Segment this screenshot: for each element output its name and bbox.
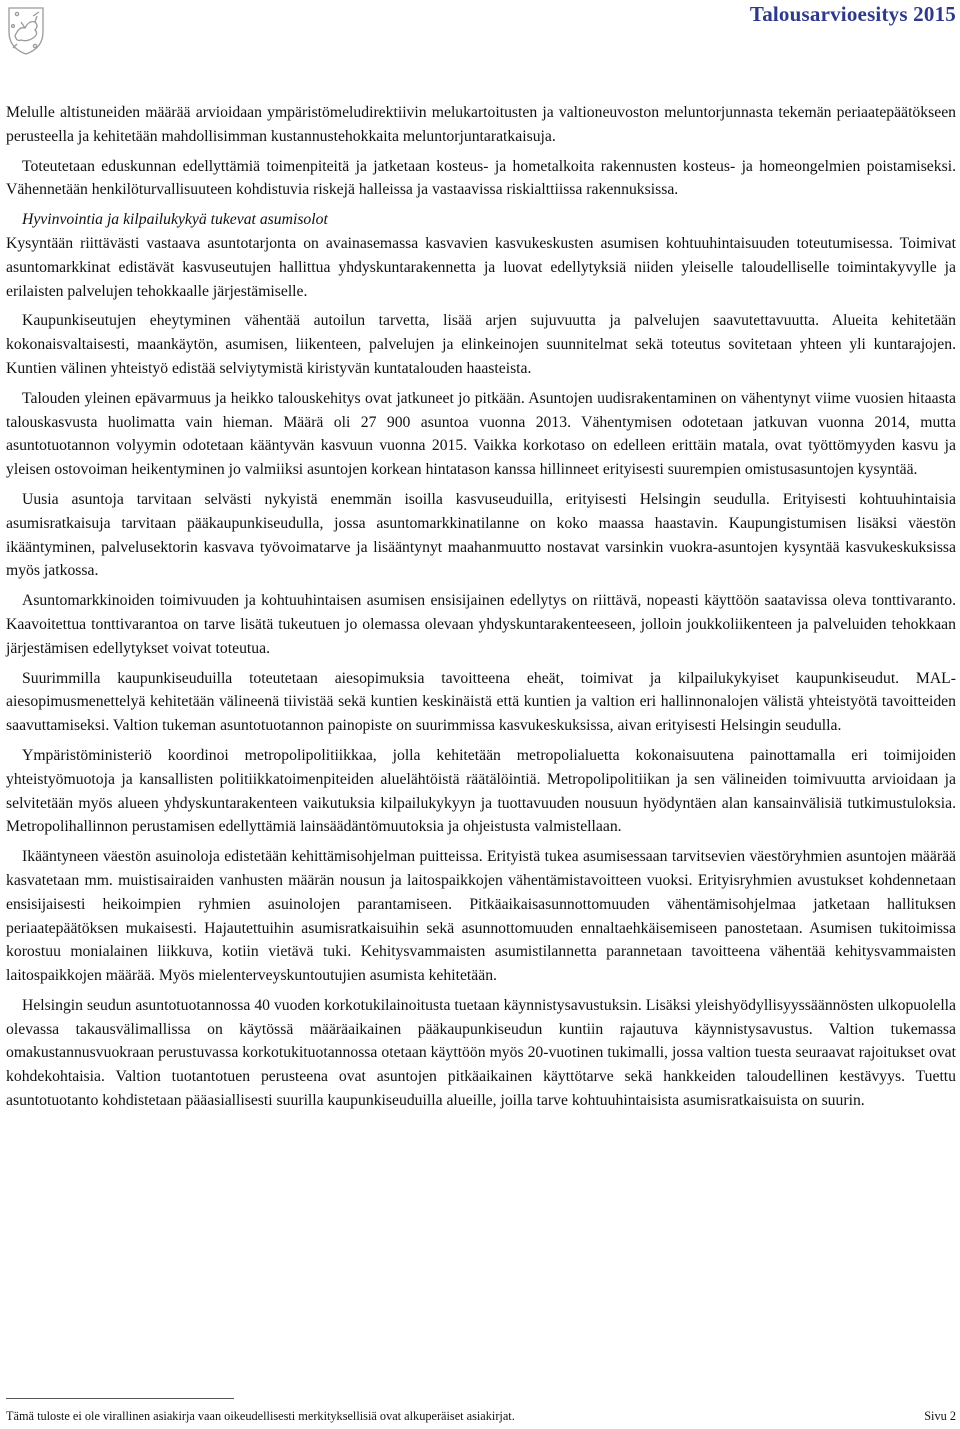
body-paragraph: Kysyntään riittävästi vastaava asuntotarjonta on avainasemassa kasvavien kasvukeskusten asumisen kohtuuhintaisuuden toteutumisessa. Toimivat asuntomarkkinat edistävät kasvuseutujen hallittua yhdyskuntarakennetta ja luovat edellytyksiä niiden yleiselle taloudelliselle toimintakyvylle ja erilaisten palvelujen tehokkaalle järjestämiselle. <box>6 234 956 300</box>
body-paragraph: Ympäristöministeriö koordinoi metropolipolitiikkaa, jolla kehitetään metropolialuetta kokonaisuutena painottamalla eri toimijoiden yhteistyömuotoja ja kansallisten politiikkatoimenpiteiden aluelähtöistä räätälöintiä. Metropolipolitiikan ja sen välineiden toimivuutta arvioidaan ja selvitetään myös alueen yhdyskuntarakenteen vaikutuksia kilpailukykyyn ja tuottavuuden nousuun hyödyntäen alan kansainvälisiä tutkimustuloksia. Metropolihallinnon perustamisen edellyttämiä lainsäädäntömuutoksia ja ohjeistusta valmistellaan. <box>6 746 956 836</box>
body-paragraph: Suurimmilla kaupunkiseuduilla toteutetaan aiesopimuksia tavoitteena eheät, toimivat ja kilpailukykyiset kaupunkiseudut. MAL-aiesopimusmenettelyä kehitetään välineenä tiivistää sekä kuntien keskinäistä että kuntien ja valtion eri hallinnonalojen välistä yhteistyötä tavoitteiden saavuttamiseksi. Valtion tukeman asuntotuotannon painopiste on suurimmissa kasvukeskuksissa, aivan erityisesti Helsingin seudulla. <box>6 669 956 735</box>
body-paragraph: Uusia asuntoja tarvitaan selvästi nykyistä enemmän isoilla kasvuseuduilla, erityisesti Helsingin seudulla. Erityisesti kohtuuhintaisia asumisratkaisuja tarvitaan pääkaupunkiseudulla, jossa asuntomarkkinatilanne on koko maassa haastavin. Kaupungistumisen lisäksi väestön ikääntyminen, palvelusektorin kasvava työvoimatarve ja lisääntynyt maahanmuutto nostavat varsinkin vuokra-asuntojen kysyntää kasvukeskuksissa myös jatkossa. <box>6 490 956 580</box>
body-paragraph: Kaupunkiseutujen eheytyminen vähentää autoilun tarvetta, lisää arjen sujuvuutta ja palvelujen saavutettavuutta. Alueita kehitetään kokonaisvaltaisesti, maankäytön, asumisen, liikenteen, palvelujen ja elinkeinojen suunnitelmat sekä toteutus sovitetaan yhteen yli kuntarajojen. Kuntien välinen yhteistyö edistää selviytymistä kiristyvän kuntatalouden haasteista. <box>6 312 956 377</box>
body-paragraph: Melulle altistuneiden määrää arvioidaan ympäristömeludirektiivin melukartoitusten ja valtioneuvoston meluntorjunnasta tekemän periaatepäätökseen perusteella ja kehitetään mahdollisimman kustannustehokkaita meluntorjuntaratkaisuja. <box>6 104 956 145</box>
body-paragraph: Helsingin seudun asuntotuotannossa 40 vuoden korkotukilainoitusta tuetaan käynnistysavustuksin. Lisäksi yleishyödyllisyyssäännösten ulkopuolella olevassa takausvälimallissa on käytössä määräaikainen pääkaupunkiseudun kuntiin rajautuva käynnistysavustus. Valtion tukemassa omakustannusvuokraan perustuvassa korkotukituotannossa otetaan käyttöön myös 20-vuotinen tukimalli, jossa valtion tuesta seuraavat rajoitukset ovat kohdekohtaisia. Valtion tuotantotuen perusteena ovat asuntojen pitkäaikainen käyttötarve sekä hankkeiden taloudellinen kestävyys. Tuettu asuntotuotanto kohdistetaan pääasiallisesti suurilla kaupunkiseuduilla alueille, joilla tarve kohtuuhintaisista asumisratkaisuista on suurin. <box>6 996 956 1110</box>
document-title: Talousarvioesitys 2015 <box>749 2 956 26</box>
body-paragraph: Asuntomarkkinoiden toimivuuden ja kohtuuhintaisen asumisen ensisijainen edellytys on riittävä, nopeasti käyttöön saatavissa oleva tonttivaranto. Kaavoitettua tonttivarantoa on tarve lisätä tukeutuen jo olemassa olevaan yhdyskuntarakenteeseen, jolloin joukkoliikenteen ja palveluiden tehokkaan järjestämisen edellytykset voivat toteutua. <box>6 592 956 657</box>
footer-divider <box>6 1398 234 1399</box>
document-body <box>6 101 956 1119</box>
footer-disclaimer: Tämä tuloste ei ole virallinen asiakirja vaan oikeudellisesti merkityksellisiä ovat alkuperäiset asiakirjat. <box>6 1409 515 1423</box>
section-heading: Hyvinvointia ja kilpailukykyä tukevat asumisolot <box>22 211 328 229</box>
body-paragraph: Toteutetaan eduskunnan edellyttämiä toimenpiteitä ja jatketaan kosteus- ja hometalkoita rakennusten kosteus- ja homeongelmien poistamiseksi. Vähennetään henkilöturvallisuuteen kohdistuvia riskejä halleissa ja vastaavissa riskialttiissa rakennuksissa. <box>6 157 956 199</box>
page-number: Sivu 2 <box>924 1409 956 1423</box>
body-paragraph: Talouden yleinen epävarmuus ja heikko talouskehitys ovat jatkuneet jo pitkään. Asuntojen uudisrakentaminen on vähentynyt viime vuosien hitaasta talouskasvusta huolimatta vain hieman. Määrä oli 27 900 asuntoa vuonna 2013. Vähentymisen odotetaan jatkuvan vuonna 2014, mutta asuntotuotannon volyymin odotetaan kääntyvän kasvuun vuonna 2015. Vaikka korkotaso on edelleen erittäin matala, ovat työttömyyden kasvu ja yleisen ostovoiman heikentyminen jo valmiiksi asuntojen korkean hintatason kanssa hillinneet erityisesti suurempien omistusasuntojen kysyntää. <box>6 389 956 479</box>
page-header <box>0 0 960 62</box>
finnish-coat-of-arms-lion-icon <box>3 2 49 56</box>
body-paragraph: Ikääntyneen väestön asuinoloja edistetään kehittämisohjelman puitteissa. Erityistä tukea asumisessaan tarvitsevien väestöryhmien asuntojen määrää kasvatetaan mm. muistisairaiden vanhusten määrän nousun ja laitospaikkojen vähentämistavoitteen vuoksi. Erityisryhmien avustukset kohdennetaan ensisijaisesti heikoimpien ryhmien asuinolojen parantamiseen. Pitkäaikaisasunnottomuuden vähentämisohjelmaa jatketaan hallituksen periaatepäätöksen mukaisesti. Hajautettuihin asumisratkaisuihin sekä asunnottomuuden ennaltaehkäisemiseen panostetaan. Asumisen tukitoimissa korostuu monialainen liikkuva, kotiin vietävä tuki. Kehitysvammaisten asumistilannetta parannetaan tavoitteena vähentää kehitysvammaisten laitospaikkojen määrää. Myös mielenterveyskuntoutujien asumista kehitetään. <box>6 848 956 985</box>
